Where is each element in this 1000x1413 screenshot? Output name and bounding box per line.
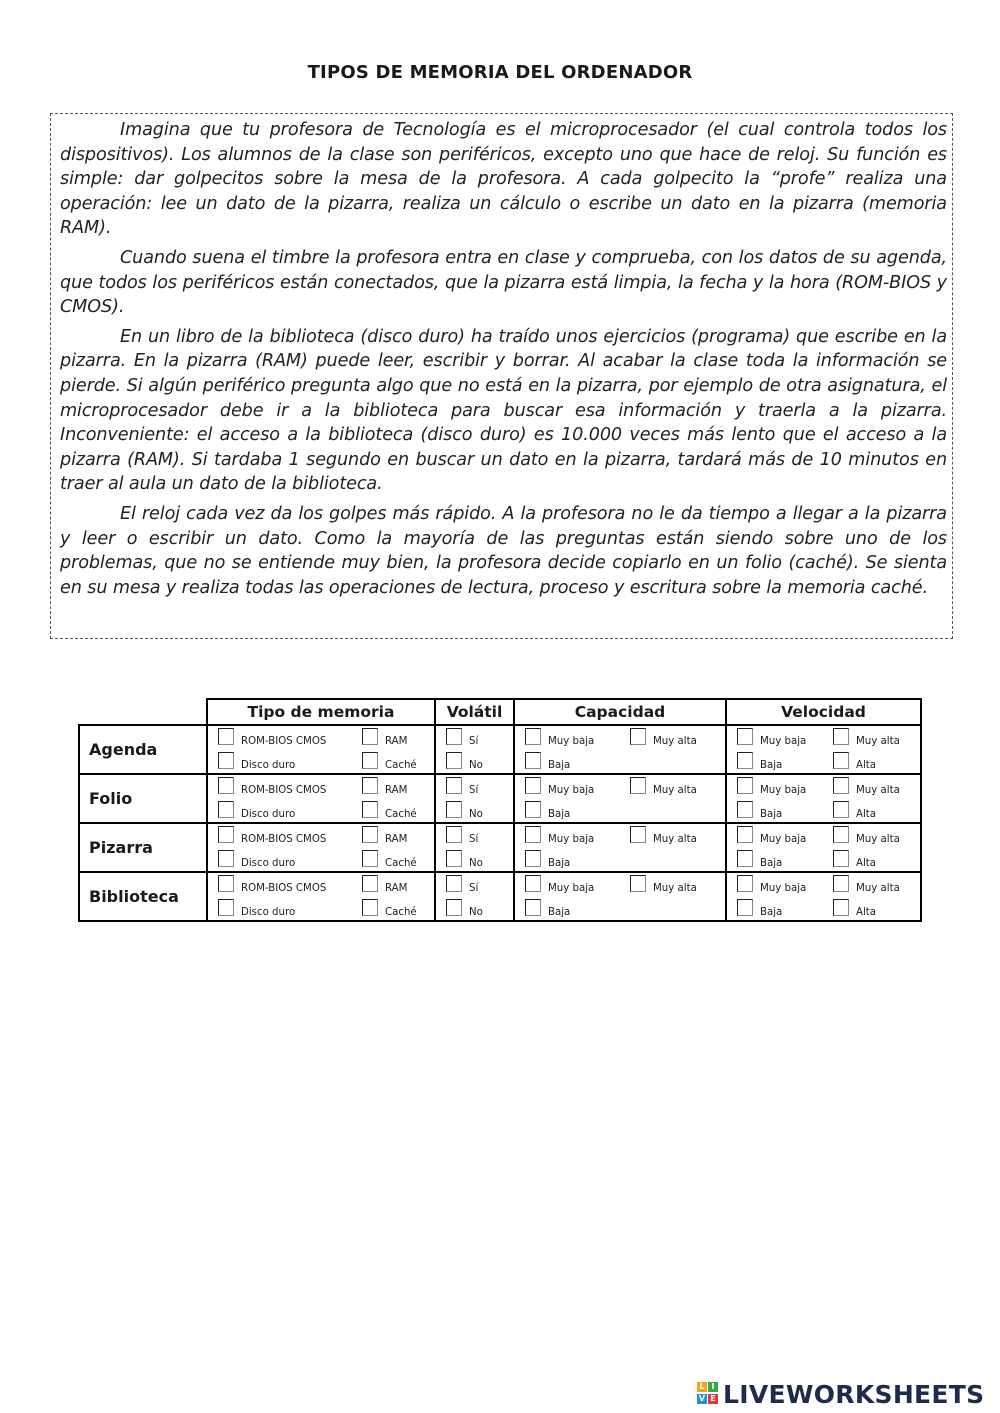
checkbox[interactable] — [630, 826, 646, 843]
reading-passage — [50, 113, 953, 639]
row-label: Agenda — [79, 725, 207, 774]
cell-velocidad — [726, 725, 921, 774]
option-label: Alta — [856, 809, 877, 820]
checkbox[interactable] — [446, 777, 462, 794]
option-label: Caché — [385, 858, 417, 869]
checkbox[interactable] — [525, 875, 541, 892]
header-volatil: Volátil — [435, 699, 514, 725]
corner-cell — [79, 699, 207, 725]
option-label: Baja — [548, 809, 571, 820]
option-label: No — [469, 858, 483, 869]
checkbox[interactable] — [525, 728, 541, 745]
option-label: Muy baja — [760, 834, 807, 845]
option-label: Sí — [469, 785, 479, 796]
option-label: Muy alta — [653, 883, 697, 894]
checkbox[interactable] — [218, 801, 234, 818]
checkbox[interactable] — [525, 777, 541, 794]
cell-velocidad — [726, 872, 921, 921]
option-label: Muy baja — [760, 883, 807, 894]
checkbox[interactable] — [630, 875, 646, 892]
header-velocidad: Velocidad — [726, 699, 921, 725]
row-label: Biblioteca — [79, 872, 207, 921]
checkbox[interactable] — [525, 752, 541, 769]
option-label: RAM — [385, 736, 408, 747]
option-label: Baja — [548, 907, 571, 918]
option-label: Caché — [385, 760, 417, 771]
option-label: Baja — [548, 760, 571, 771]
option-label: Muy alta — [653, 834, 697, 845]
option-label: ROM-BIOS CMOS — [241, 834, 327, 845]
header-capacidad: Capacidad — [514, 699, 726, 725]
checkbox[interactable] — [525, 899, 541, 916]
option-label: Muy alta — [856, 785, 900, 796]
option-label: Baja — [760, 907, 783, 918]
cell-velocidad — [726, 774, 921, 823]
paragraph-3: En un libro de la biblioteca (disco duro) ha traído unos ejercicios (programa) que escribe en la pizarra. En la pizarra (RAM) puede leer, escribir y borrar. Al acabar la clase toda la información se pierde. Si algún periférico pregunta algo que no está en la pizarra, por ejemplo de otra asignatura, el microprocesador debe ir a la biblioteca para buscar esa información y traerla a la pizarra. Inconveniente: el acceso a la biblioteca (disco duro) es 10.000 veces más lento que el acceso a la pizarra (RAM). Si tardaba 1 segundo en buscar un dato en la pizarra, tardará más de 10 minutos en traer al aula un dato de la biblioteca. — [60, 326, 947, 495]
cell-tipo — [207, 823, 435, 872]
option-label: Sí — [469, 834, 479, 845]
option-label: No — [469, 907, 483, 918]
checkbox[interactable] — [737, 850, 753, 867]
option-label: Muy alta — [856, 834, 900, 845]
cell-velocidad — [726, 823, 921, 872]
checkbox[interactable] — [362, 801, 378, 818]
checkbox[interactable] — [525, 850, 541, 867]
cell-volatil — [435, 725, 514, 774]
option-label: Disco duro — [241, 760, 296, 771]
option-label: Alta — [856, 760, 877, 771]
checkbox[interactable] — [362, 826, 378, 843]
option-label: Disco duro — [241, 858, 296, 869]
cell-tipo — [207, 774, 435, 823]
option-label: RAM — [385, 785, 408, 796]
liveworksheets-logo — [697, 1380, 997, 1408]
cell-volatil — [435, 774, 514, 823]
option-label: Muy baja — [548, 834, 595, 845]
option-label: Sí — [469, 736, 479, 747]
checkbox[interactable] — [833, 899, 849, 916]
option-label: Muy baja — [760, 736, 807, 747]
cell-capacidad — [514, 774, 726, 823]
row-label: Folio — [79, 774, 207, 823]
header-tipo: Tipo de memoria — [207, 699, 435, 725]
checkbox[interactable] — [737, 875, 753, 892]
checkbox[interactable] — [630, 728, 646, 745]
memory-table — [78, 698, 922, 922]
cell-tipo — [207, 872, 435, 921]
checkbox[interactable] — [362, 850, 378, 867]
option-label: Baja — [548, 858, 571, 869]
checkbox[interactable] — [737, 826, 753, 843]
checkbox[interactable] — [737, 752, 753, 769]
checkbox[interactable] — [833, 826, 849, 843]
option-label: Caché — [385, 907, 417, 918]
checkbox[interactable] — [218, 826, 234, 843]
option-label: No — [469, 809, 483, 820]
option-label: RAM — [385, 834, 408, 845]
paragraph-4: El reloj cada vez da los golpes más rápido. A la profesora no le da tiempo a llegar a la pizarra y leer o escribir un dato. Como la mayoría de las preguntas están siendo sobre uno de los problemas, que no se entiende muy bien, la profesora decide copiarlo en un folio (caché). Se sienta en su mesa y realiza todas las operaciones de lectura, proceso y escritura sobre la memoria caché. — [60, 503, 947, 598]
option-label: Baja — [760, 858, 783, 869]
option-label: Disco duro — [241, 809, 296, 820]
checkbox[interactable] — [362, 875, 378, 892]
option-label: Caché — [385, 809, 417, 820]
option-label: RAM — [385, 883, 408, 894]
option-label: Muy alta — [653, 736, 697, 747]
table-row — [79, 872, 921, 921]
checkbox[interactable] — [833, 850, 849, 867]
checkbox[interactable] — [446, 850, 462, 867]
checkbox[interactable] — [218, 875, 234, 892]
option-label: ROM-BIOS CMOS — [241, 736, 327, 747]
cell-volatil — [435, 823, 514, 872]
option-label: Baja — [760, 760, 783, 771]
checkbox[interactable] — [362, 752, 378, 769]
checkbox[interactable] — [446, 752, 462, 769]
checkbox[interactable] — [833, 752, 849, 769]
option-label: ROM-BIOS CMOS — [241, 883, 327, 894]
option-label: ROM-BIOS CMOS — [241, 785, 327, 796]
option-label: No — [469, 760, 483, 771]
option-label: Alta — [856, 858, 877, 869]
option-label: Muy alta — [653, 785, 697, 796]
table-row — [79, 823, 921, 872]
header-row — [79, 699, 921, 725]
cell-capacidad — [514, 725, 726, 774]
cell-tipo — [207, 725, 435, 774]
checkbox[interactable] — [362, 899, 378, 916]
option-label: Sí — [469, 883, 479, 894]
option-label: Muy alta — [856, 736, 900, 747]
checkbox[interactable] — [525, 801, 541, 818]
option-label: Muy baja — [760, 785, 807, 796]
logo-brand-text: LIVEWORKSHEETS — [723, 1380, 985, 1409]
checkbox[interactable] — [218, 728, 234, 745]
checkbox[interactable] — [446, 875, 462, 892]
option-label: Alta — [856, 907, 877, 918]
checkbox[interactable] — [833, 801, 849, 818]
cell-capacidad — [514, 823, 726, 872]
option-label: Muy baja — [548, 736, 595, 747]
checkbox[interactable] — [833, 777, 849, 794]
option-label: Muy baja — [548, 883, 595, 894]
checkbox[interactable] — [833, 875, 849, 892]
checkbox[interactable] — [218, 850, 234, 867]
row-label: Pizarra — [79, 823, 207, 872]
checkbox[interactable] — [446, 899, 462, 916]
paragraph-2: Cuando suena el timbre la profesora entra en clase y comprueba, con los datos de su agenda, que todos los periféricos están conectados, que la pizarra está limpia, la fecha y la hora (ROM-BIOS y CMOS). — [60, 247, 947, 318]
logo-mark-icon: L I V E — [697, 1382, 719, 1406]
checkbox[interactable] — [446, 826, 462, 843]
checkbox[interactable] — [737, 777, 753, 794]
option-label: Muy alta — [856, 883, 900, 894]
checkbox[interactable] — [362, 777, 378, 794]
checkbox[interactable] — [362, 728, 378, 745]
paragraph-1: Imagina que tu profesora de Tecnología es el microprocesador (el cual controla todos los dispositivos). Los alumnos de la clase son periféricos, excepto uno que hace de reloj. Su función es simple: dar golpecitos sobre la mesa de la profesora. A cada golpecito la “profe” realiza una operación: lee un dato de la pizarra, realiza un cálculo o escribe un dato en la pizarra (memoria RAM). — [60, 120, 947, 239]
checkbox[interactable] — [737, 728, 753, 745]
checkbox[interactable] — [630, 777, 646, 794]
checkbox[interactable] — [218, 752, 234, 769]
option-label: Disco duro — [241, 907, 296, 918]
option-label: Baja — [760, 809, 783, 820]
checkbox[interactable] — [737, 801, 753, 818]
cell-capacidad — [514, 872, 726, 921]
checkbox[interactable] — [525, 826, 541, 843]
checkbox[interactable] — [218, 777, 234, 794]
checkbox[interactable] — [446, 801, 462, 818]
checkbox[interactable] — [218, 899, 234, 916]
table-row — [79, 774, 921, 823]
option-label: Muy baja — [548, 785, 595, 796]
page-title: TIPOS DE MEMORIA DEL ORDENADOR — [307, 62, 693, 83]
checkbox[interactable] — [737, 899, 753, 916]
checkbox[interactable] — [446, 728, 462, 745]
table-row — [79, 725, 921, 774]
cell-volatil — [435, 872, 514, 921]
checkbox[interactable] — [833, 728, 849, 745]
